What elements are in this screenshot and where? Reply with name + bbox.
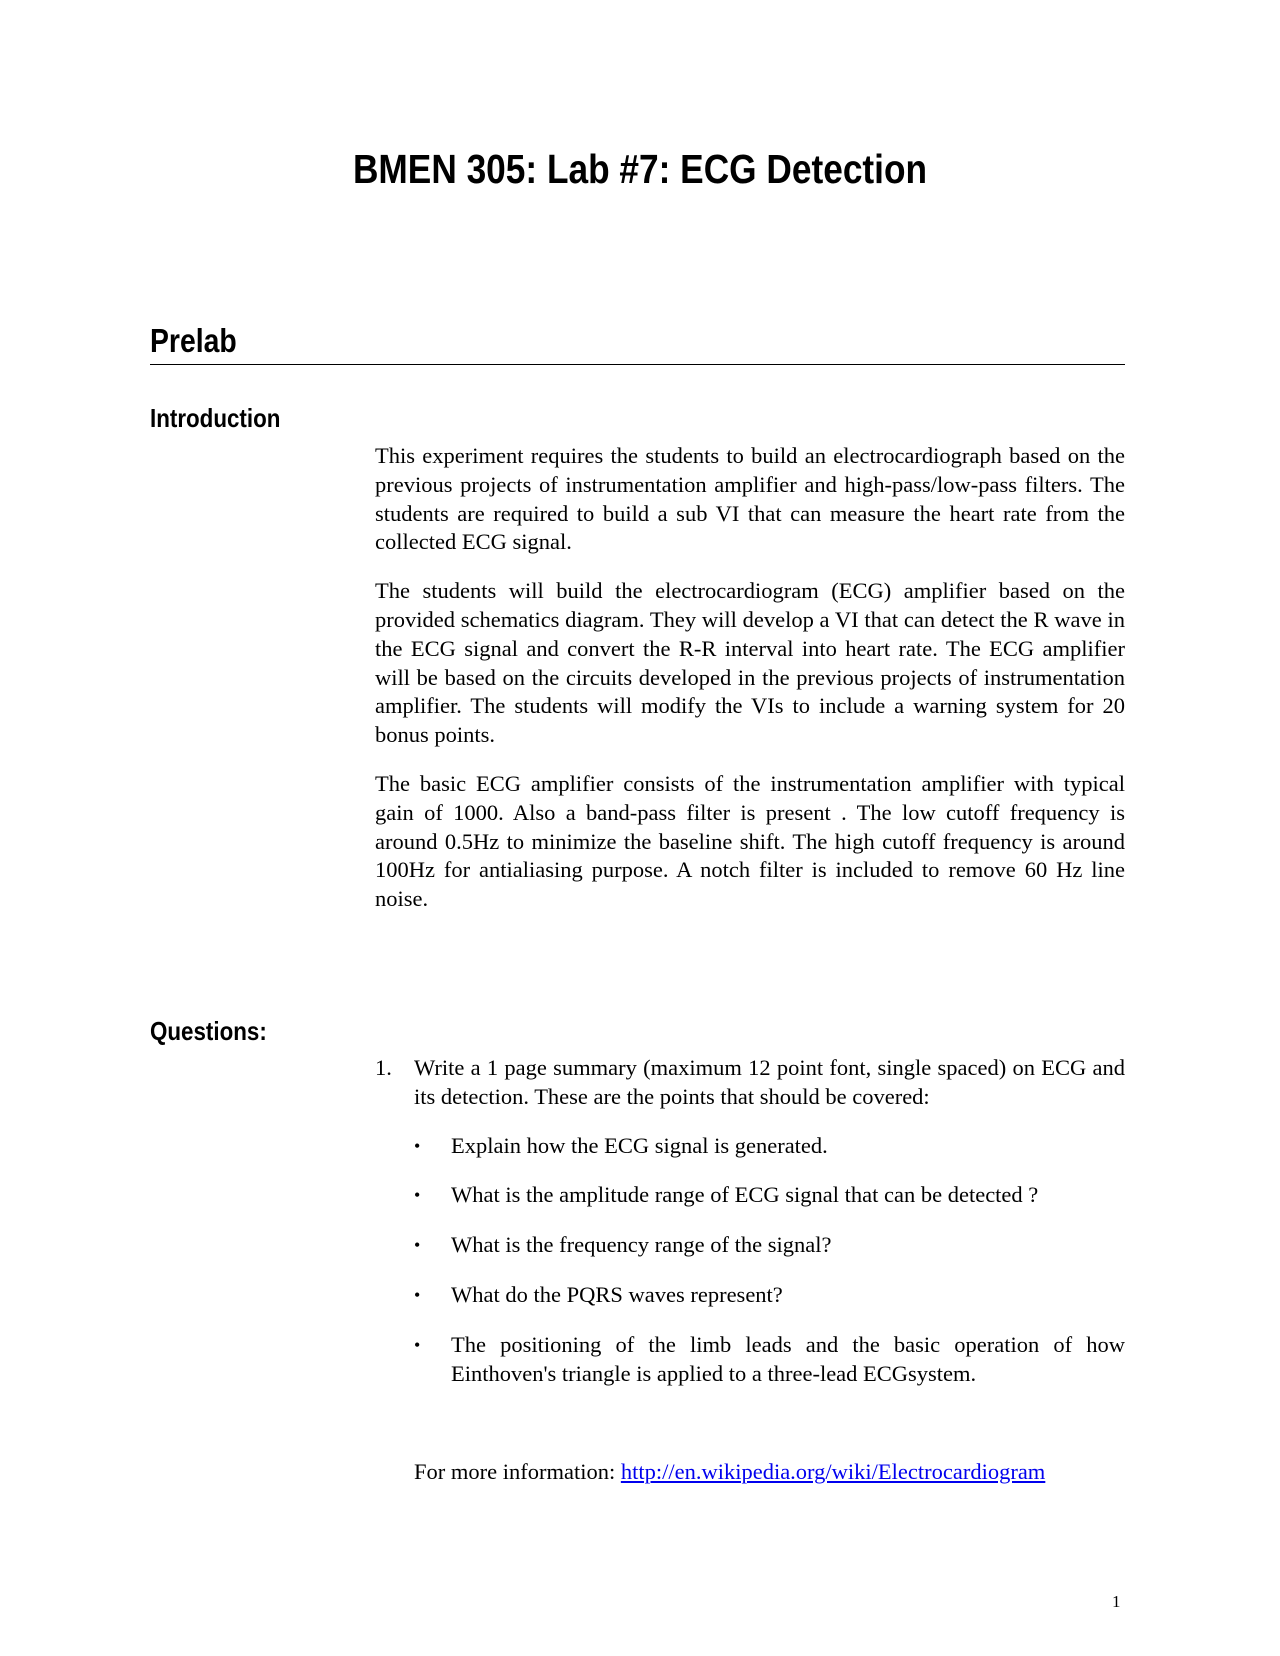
prelab-heading: Prelab — [150, 322, 237, 359]
bullet-item — [414, 1281, 1125, 1310]
bullet-item — [414, 1231, 1125, 1260]
intro-paragraph-2: The students will build the electrocardiogram (ECG) amplifier based on the provided schematics diagram. They will develop a VI that can detect the R wave in the ECG signal and convert the R-R interval into heart rate. The ECG amplifier will be based on the circuits developed in the previous projects of instrumentation amplifier. The students will modify the VIs to include a warning system for 20 bonus points. — [375, 578, 1125, 748]
bullet-text: The positioning of the limb leads and the basic operation of how Einthoven's triangle is applied to a three-lead ECGsystem. — [451, 1331, 1125, 1386]
bullet-item — [414, 1181, 1125, 1210]
prelab-divider — [150, 364, 1125, 365]
question-bullet-list — [414, 1132, 1125, 1389]
more-info-label: For more information: — [414, 1459, 616, 1484]
bullet-text: Explain how the ECG signal is generated. — [451, 1132, 828, 1158]
introduction-heading: Introduction — [150, 403, 281, 433]
questions-heading: Questions: — [150, 1016, 267, 1046]
bullet-text: What is the amplitude range of ECG signal that can be detected ? — [451, 1182, 1039, 1208]
bullet-text: What do the PQRS waves represent? — [451, 1281, 783, 1307]
question-item — [375, 1054, 1125, 1112]
more-info-line — [414, 1458, 1045, 1487]
bullet-icon: • — [414, 1235, 421, 1256]
bullet-item — [414, 1331, 1125, 1389]
introduction-body — [375, 442, 1125, 934]
bullet-icon: • — [414, 1185, 421, 1206]
question-number: 1. — [375, 1055, 392, 1080]
bullet-text: What is the frequency range of the signal? — [451, 1232, 832, 1258]
intro-paragraph-3: The basic ECG amplifier consists of the instrumentation amplifier with typical gain of 1000. Also a band-pass filter is present . The low cutoff frequency is around 0.5Hz to minimize the baseline shift. The high cutoff frequency is around 100Hz for antialiasing purpose. A notch filter is included to remove 60 Hz line noise. — [375, 770, 1125, 912]
questions-list — [375, 1054, 1125, 1409]
bullet-icon: • — [414, 1284, 421, 1305]
bullet-item — [414, 1132, 1125, 1161]
intro-paragraph-1: This experiment requires the students to build an electrocardiograph based on the previous projects of instrumentation amplifier and high-pass/low-pass filters. The students are required to build a sub VI that can measure the heart rate from the collected ECG signal. — [375, 443, 1125, 555]
bullet-icon: • — [414, 1135, 421, 1156]
bullet-icon: • — [414, 1334, 421, 1355]
question-text: Write a 1 page summary (maximum 12 point font, single spaced) on ECG and its detection. These are the points that should be covered: — [414, 1055, 1125, 1109]
wikipedia-link[interactable]: http://en.wikipedia.org/wiki/Electrocardiogram — [620, 1459, 1046, 1484]
page-number: 1 — [1112, 1592, 1121, 1611]
document-title: BMEN 305: Lab #7: ECG Detection — [352, 146, 928, 192]
